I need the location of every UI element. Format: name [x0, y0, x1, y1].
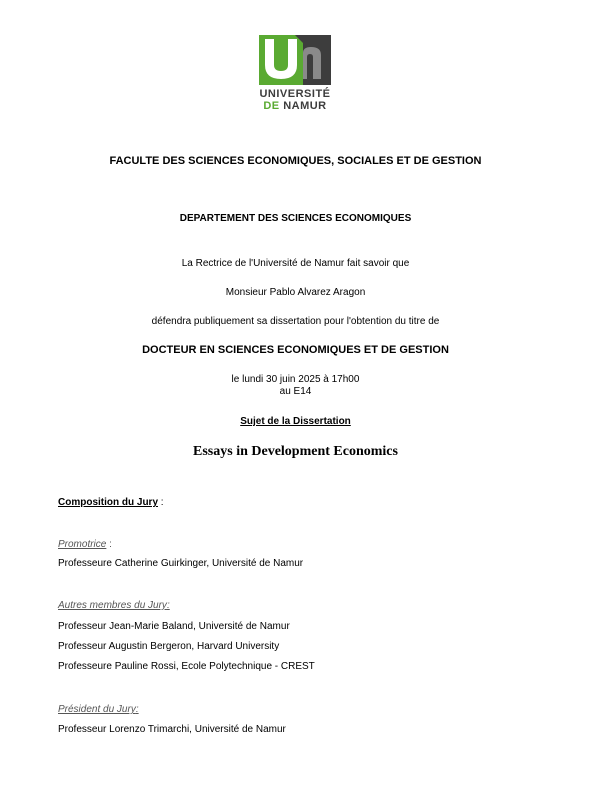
promoter-label-line — [58, 539, 112, 550]
logo-text-de: DE — [263, 100, 280, 112]
jury-member: Professeure Pauline Rossi, Ecole Polytechnique - CREST — [58, 661, 315, 672]
dissertation-title: Essays in Development Economics — [193, 444, 398, 459]
president-label-line — [58, 704, 139, 715]
jury-member: Professeur Augustin Bergeron, Harvard University — [58, 641, 280, 652]
degree-title: DOCTEUR EN SCIENCES ECONOMIQUES ET DE GESTION — [142, 344, 449, 356]
defense-room: au E14 — [279, 386, 312, 397]
department-heading: DEPARTEMENT DES SCIENCES ECONOMIQUES — [179, 213, 412, 224]
logo-text-line2 — [253, 100, 337, 112]
candidate-name: Monsieur Pablo Alvarez Aragon — [225, 287, 366, 298]
jury-member: Professeur Jean-Marie Baland, Université de Namur — [58, 621, 290, 632]
unamur-logo-icon — [259, 35, 331, 85]
president-label: Président du Jury — [58, 704, 136, 715]
members-label: Autres membres du Jury — [58, 600, 167, 611]
members-label-line — [58, 600, 170, 611]
announcement-purpose: défendra publiquement sa dissertation pour l'obtention du titre de — [151, 316, 440, 327]
subject-label: Sujet de la Dissertation — [240, 416, 351, 427]
members-label-suffix: : — [166, 600, 170, 611]
promoter-name: Professeure Catherine Guirkinger, Université de Namur — [58, 558, 304, 569]
defense-date: le lundi 30 juin 2025 à 17h00 — [231, 374, 360, 385]
announcement-line: La Rectrice de l'Université de Namur fait savoir que — [181, 258, 410, 269]
faculty-heading: FACULTE DES SCIENCES ECONOMIQUES, SOCIALES ET DE GESTION — [109, 155, 482, 167]
jury-heading-suffix: : — [158, 497, 164, 508]
promoter-label-suffix: : — [106, 539, 112, 550]
logo-text-namur: NAMUR — [283, 100, 327, 112]
president-name: Professeur Lorenzo Trimarchi, Université de Namur — [58, 724, 286, 735]
jury-heading-label: Composition du Jury — [58, 497, 158, 508]
president-label-suffix: : — [135, 704, 139, 715]
university-logo — [253, 35, 337, 112]
jury-heading — [58, 497, 164, 508]
logo-text-line1: UNIVERSITÉ — [259, 88, 331, 100]
promoter-label: Promotrice — [58, 539, 107, 550]
